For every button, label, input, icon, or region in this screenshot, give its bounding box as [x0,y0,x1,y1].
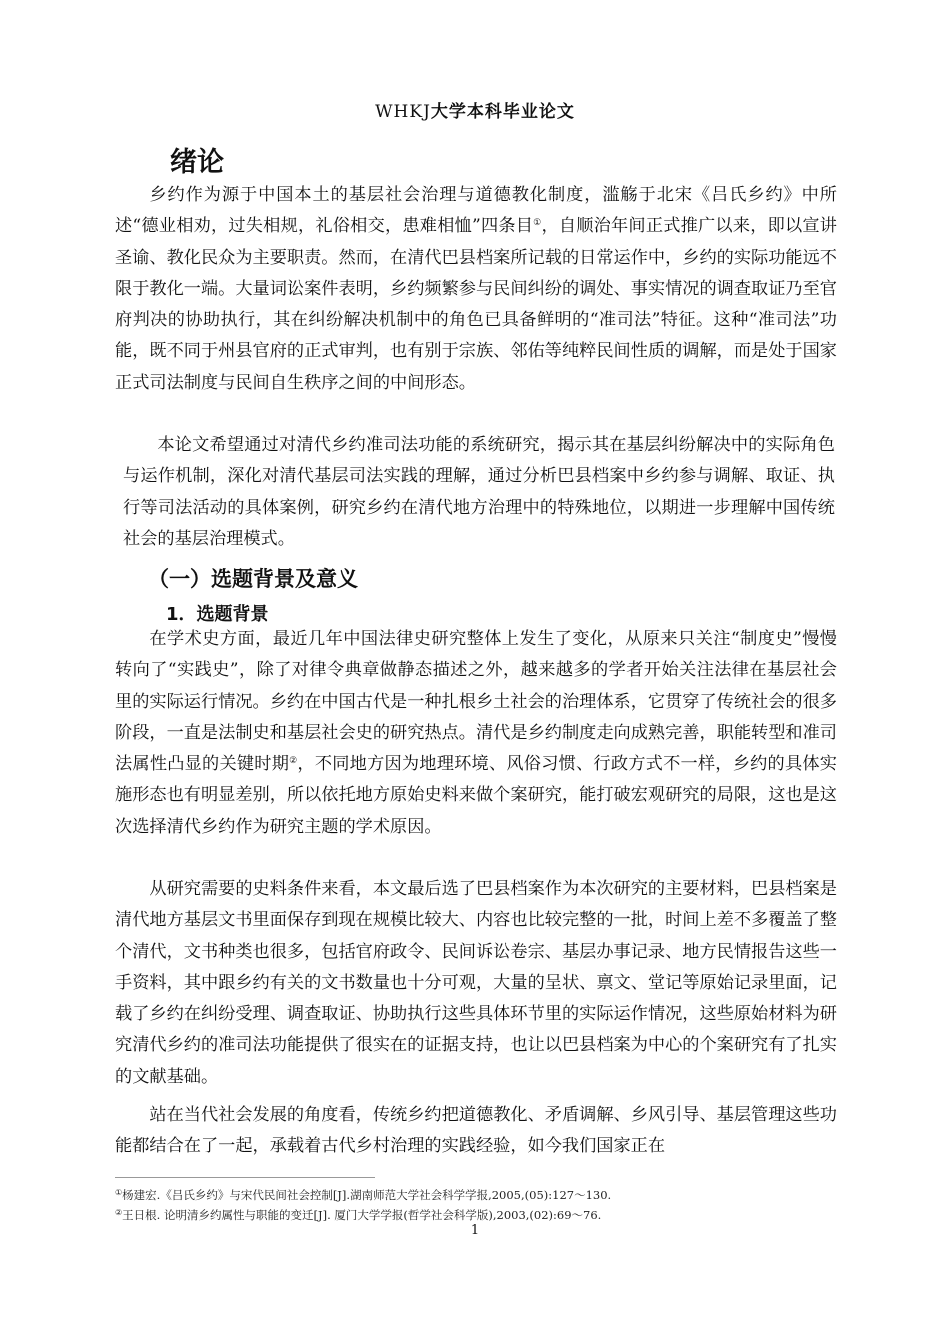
header-code: WHKJ [375,102,431,122]
paragraph-sources: 从研究需要的史料条件来看，本文最后选了巴县档案作为本次研究的主要材料，巴县档案是清代地方基层文书里面保存到现在规模比较大、内容也比较完整的一批，时间上差不多覆盖了整个清代，文书种类也很多，包括官府政令、民间诉讼卷宗、基层办事记录、地方民情报告这些一手资料，其中跟乡约有关的文书数量也十分可观，大量的呈状、禀文、堂记等原始记录里面，记载了乡约在纠纷受理、调查取证、协助执行这些具体环节里的实际运作情况，这些原始材料为研究清代乡约的准司法功能提供了很实在的证据支持，也让以巴县档案为中心的个案研究有了扎实的文献基础。 [115,879,837,1087]
paragraph-intro-part1: 乡约作为源于中国本土的基层社会治理与道德教化制度，滥觞于北宋《吕氏乡约》中所述“德业相劝，过失相规，礼俗相交，患难相恤”四条目 [115,185,837,237]
paragraph-intro [115,180,837,399]
paragraph-intro-part2: ，自顺治年间正式推广以来，即以宣讲圣谕、教化民众为主要职责。然而，在清代巴县档案所记载的日常运作中，乡约的实际功能远不限于教化一端。大量词讼案件表明，乡约频繁参与民间纠纷的调处、事实情况的调查取证乃至官府判决的协助执行，其在纠纷解决机制中的角色已具备鲜明的“准司法”特征。这种“准司法”功能，既不同于州县官府的正式审判，也有别于宗族、邻佑等纯粹民间性质的调解，而是处于国家正式司法制度与民间自生秩序之间的中间形态。 [115,216,837,393]
paragraph-background-part2: ，不同地方因为地理环境、风俗习惯、行政方式不一样，乡约的具体实施形态也有明显差别，所以依托地方原始史料来做个案研究，能打破宏观研究的局限，这也是这次选择清代乡约作为研究主题的学术原因。 [115,754,837,837]
footnote-ref-1: ① [533,218,542,229]
footnote-2 [115,1207,601,1223]
subsection-heading: 1．选题背景 [166,604,269,625]
chapter-title: 绪论 [170,147,224,178]
footnote-2-text: 王日根. 论明清乡约属性与职能的变迁[J]. 厦门大学学报(哲学社会科学版),2003,(02):69～76. [122,1208,602,1222]
footnote-1-text: 杨建宏.《吕氏乡约》与宋代民间社会控制[J].湖南师范大学社会科学学报,2005,(05):127～130. [122,1188,612,1202]
footnote-2-mark: ② [115,1208,123,1217]
header-university: 大学本科毕业论文 [430,102,575,122]
running-header [0,97,950,122]
paragraph-purpose: 本论文希望通过对清代乡约准司法功能的系统研究，揭示其在基层纠纷解决中的实际角色与运作机制，深化对清代基层司法实践的理解，通过分析巴县档案中乡约参与调解、取证、执行等司法活动的具体案例，研究乡约在清代地方治理中的特殊地位，以期进一步理解中国传统社会的基层治理模式。 [123,435,835,549]
page-number: 1 [470,1223,480,1238]
footnote-1-mark: ① [115,1188,123,1197]
section-heading: （一）选题背景及意义 [148,567,358,591]
footnote-ref-2: ② [289,756,298,767]
paragraph-contemporary: 站在当代社会发展的角度看，传统乡约把道德教化、矛盾调解、乡风引导、基层管理这些功能都结合在了一起，承载着古代乡村治理的实践经验，如今我们国家正在 [115,1105,837,1157]
paragraph-background [115,624,837,843]
paragraph-background-part1: 在学术史方面，最近几年中国法律史研究整体上发生了变化，从原来只关注“制度史”慢慢转向了“实践史”，除了对律令典章做静态描述之外，越来越多的学者开始关注法律在基层社会里的实际运行情况。乡约在中国古代是一种扎根乡土社会的治理体系，它贯穿了传统社会的很多阶段，一直是法制史和基层社会史的研究热点。清代是乡约制度走向成熟完善，职能转型和准司法属性凸显的关键时期 [115,629,837,775]
footnote-divider [115,1177,375,1178]
footnote-1 [115,1187,611,1203]
